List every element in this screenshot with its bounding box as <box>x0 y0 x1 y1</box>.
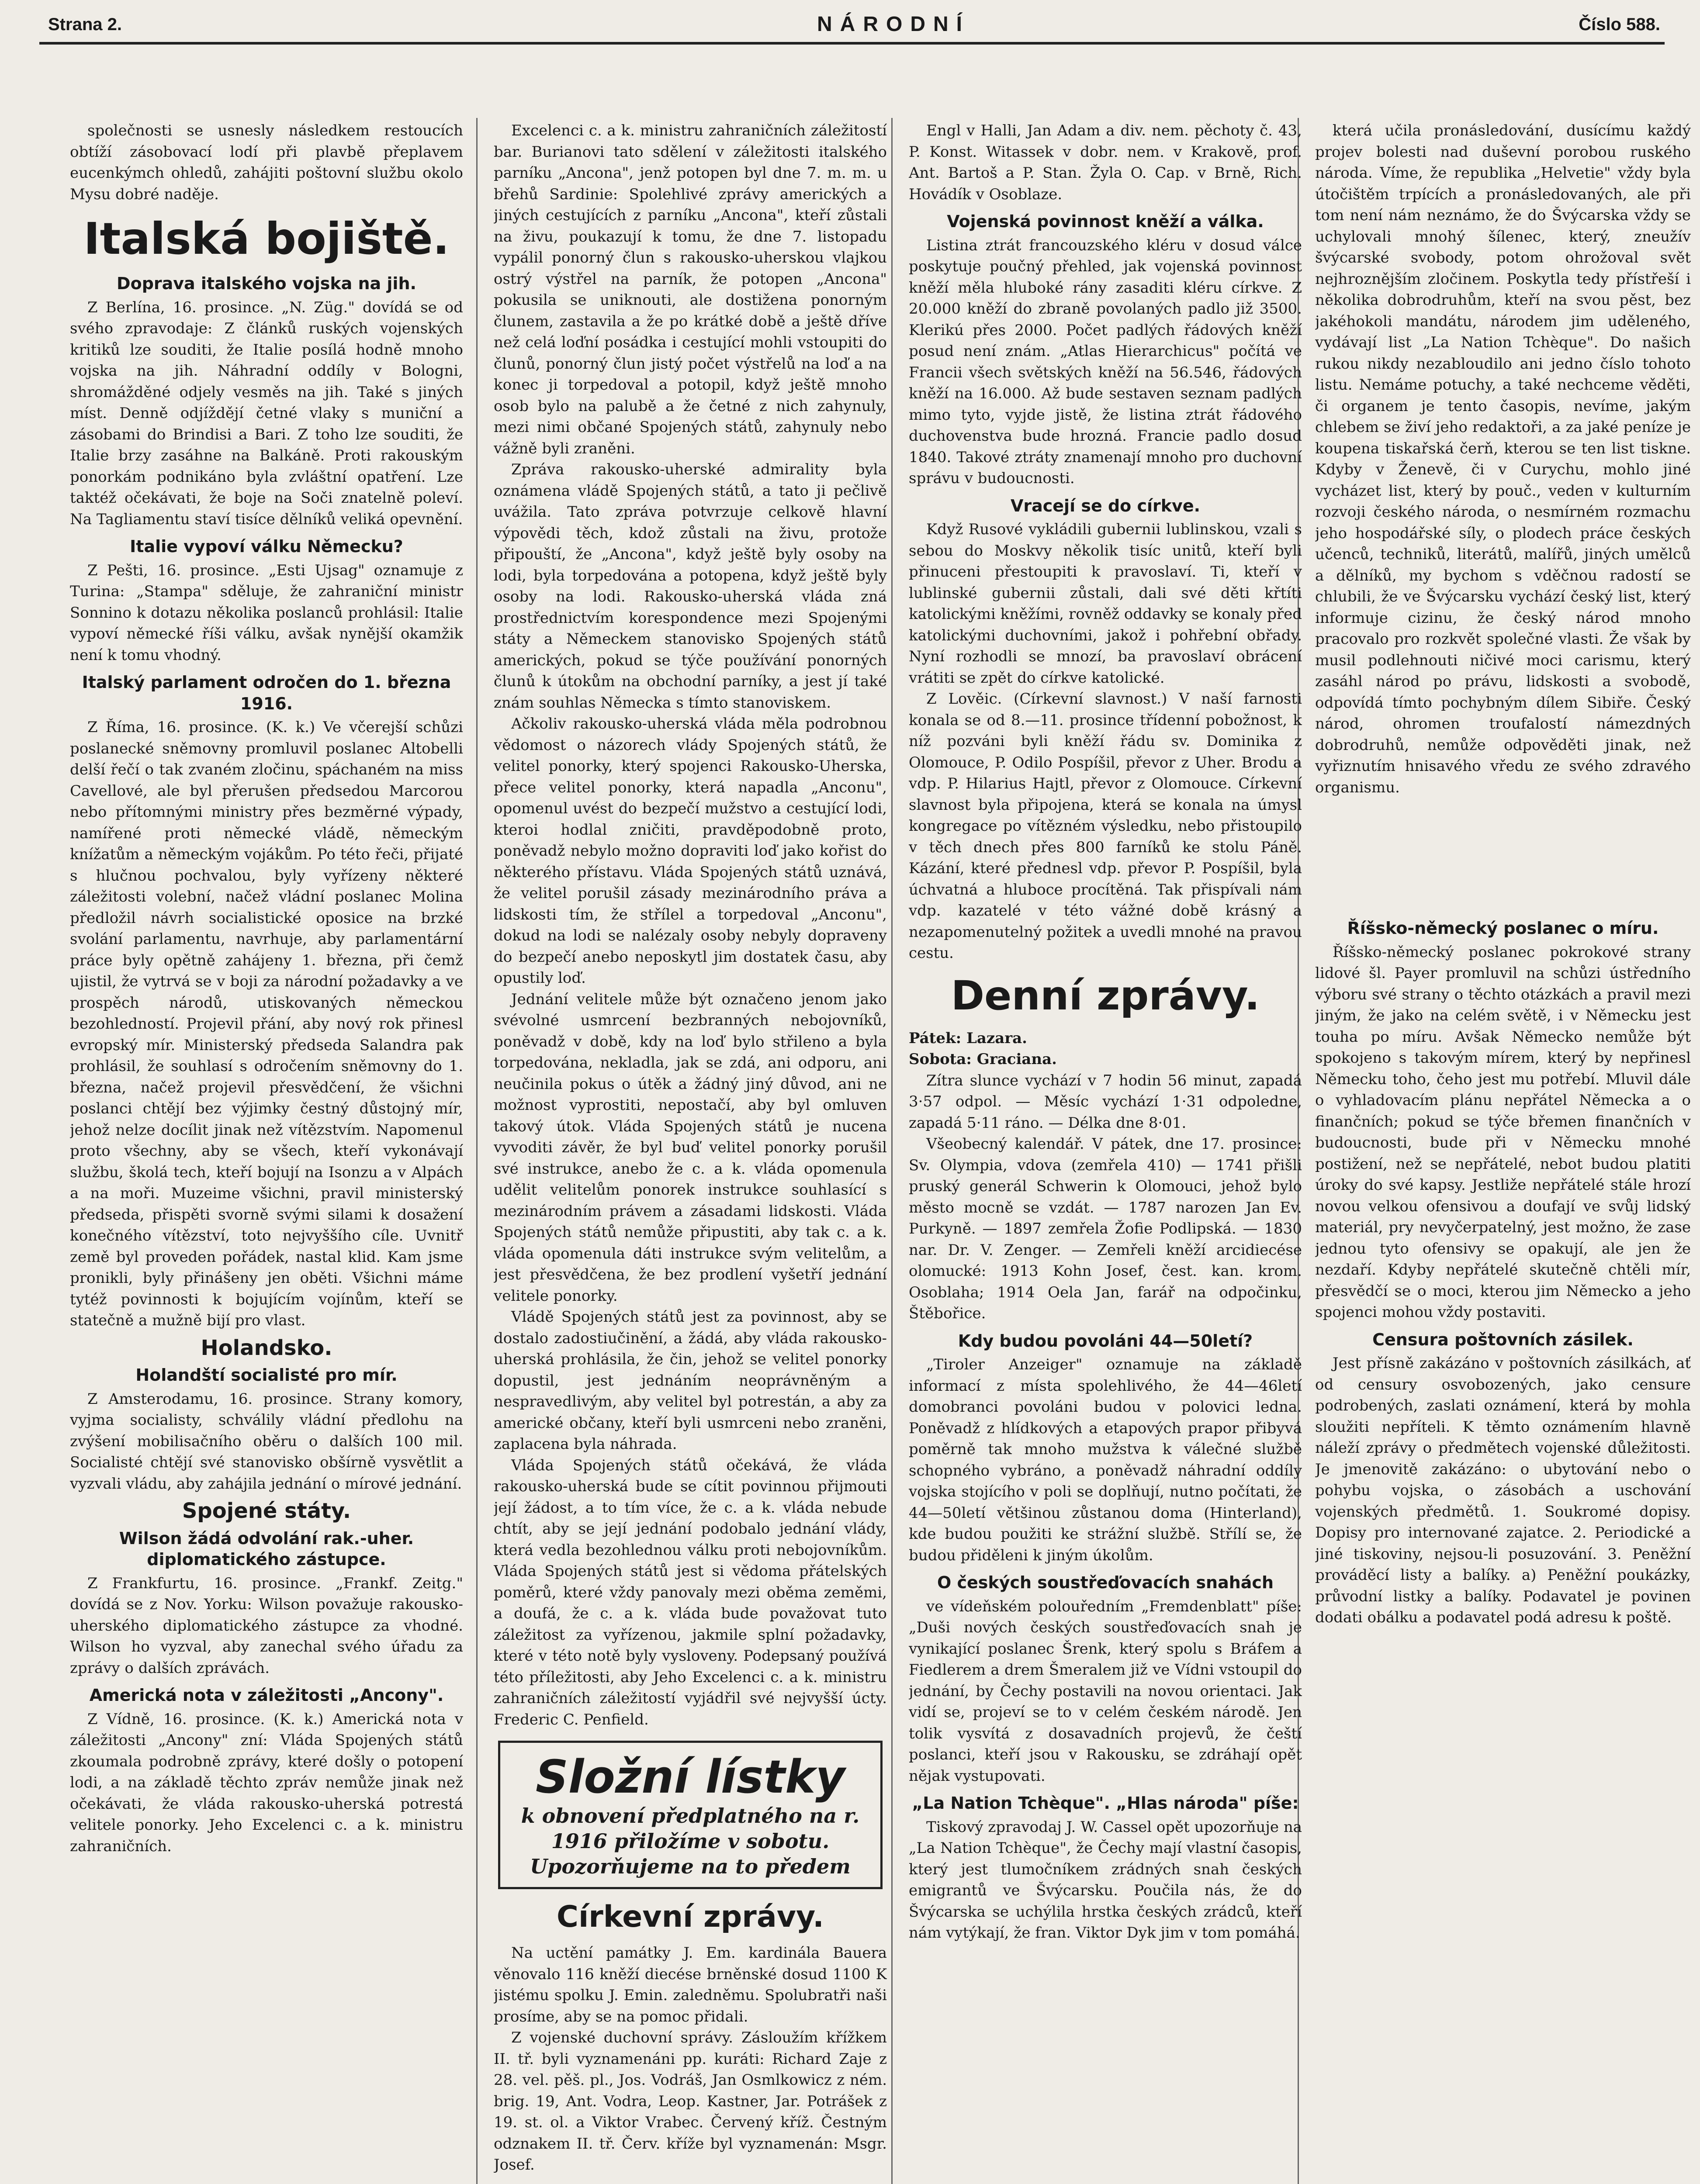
calendar-friday: Pátek: Lazara. <box>909 1029 1028 1047</box>
article-text: Z Říma, 16. prosince. (K. k.) Ve včerejší schůzi poslanecké sněmovny promluvil poslanec Altobelli delší řečí o tak zvaném zločinu, spáchaném na miss Cavellové, ale byl přerušen předsedou Marcorou nebo přítomnými ministry přes bezměrné výpady, namířené proti německé vládě, německým knížatům a německým vojákům. Po této řeči, přijaté s hlučnou pochvalou, byly vyřízeny některé záležitosti volební, načež vládní poslanec Molina předložil návrh socialistické oposice na brzké svolání parlamentu, navrhuje, aby parlamentární práce byly opětně zahájeny 1. března, při čemž ujistil, že vytrvá se v boji za národní požadavky a ve prospěch národů, utiskovaných německou bezohledností. Projevil přání, aby nový rok přinesl evropský mír. Ministerský předseda Salandra pak prohlásil, že souhlasí s odročením sněmovny do 1. března, načež projevil přesvědčení, že všichni poslanci chtějí bez výjimky čestný důstojný mír, jehož nelze docílit jinak než vítězstvím. Napomenul proto všechny, aby se všech, kteří vykonávají službu, školá tech, kteří bojují na Isonzu a v Alpách a na moři. Muzeime všichni, pravil ministerský předseda, přispěti svorně svými silami k dosažení konečného vítězství, toto nejvyššího cíle. Uvnitř země byl proveden pořádek, nastal klid. Kam jsme pronikli, byly přinášeny jen oběti. Všichni máme tytéž povinnosti k bojujícím vojínům, kteří se statečně a mužně bijí pro vlast. <box>70 719 463 1329</box>
article-text: Listina ztrát francouzského kléru v dosud válce poskytuje poučný přehled, jak vojenská povinnost kněží měla hluboké rány zasaditi kléru církve. Z 20.000 kněží do zbraně povolaných padlo již 3500. Klerikú přes 2000. Počet padlých řádových kněží posud není znám. „Atlas Hierarchicus" počítá ve Francii všech světských kněží na 56.546, řádových kněží na 16.000. Až bude sestaven seznam padlých mimo tyto, vyjde jistě, že listina ztrát řádového duchovenstva bude hrozná. Francie padlo dosud 1840. Takové ztráty znamenají mnoho pro duchovní správu v budoucnosti. <box>909 236 1302 487</box>
article-text: Z Frankfurtu, 16. prosince. „Frankf. Zeitg." dovídá se z Nov. Yorku: Wilson považuje rakousko-uherského diplomatického zástupce za vhodné. Wilson ho vyzval, aby zanechal svého úřadu za zprávy o dalších zprávách. <box>70 1574 463 1677</box>
section-headline: Církevní zprávy. <box>557 1900 824 1934</box>
notice-text: k obnovení předplatného na r. 1916 přiložíme v sobotu. Upozorňujeme na to předem <box>521 1804 860 1878</box>
article-heading: Italský parlament odročen do 1. března 1916. <box>82 673 451 713</box>
article-heading: Říšsko-německý poslanec o míru. <box>1347 919 1659 938</box>
article-text: Říšsko-německý poslanec pokrokové strany lidové šl. Payer promluvil na schůzi ústředního výboru své strany o těchto otázkách a pravil mezi jiným, že jako na celém světě, i v Německu jest touha po míru. Avšak Německo nemůže být spokojeno s takovým mírem, který by nepřinesl Německu toho, čeho jest mu potřebí. Mluvil dále o vyhladovacím plánu nepřátel Německa a o finančních; pokud se týče břemen finančních v budoucnosti, bude při v Německu mnohé postižení, než se nepřátelé, nebot budou platiti úroky do své kapsy. Jestliže nepřátelé stále hrozí novou velkou ofensivou a doufají ve svůj lidský materiál, pry nevyčerpatelný, jest možno, že zase jednou tyto ofensivy se opakují, ale jen že nezdaří. Kdyby nepřátelé skutečně chtěli mír, přesvědčí se o moci, kterou jim Německo a jeho spojenci mohou vždy postaviti. <box>1315 943 1691 1321</box>
article-heading: Americká nota v záležitosti „Ancony". <box>89 1686 444 1705</box>
header-rule <box>39 42 1665 45</box>
article-text: „Tiroler Anzeiger" oznamuje na základě informací z místa spolehlivého, že 44—46letí domobranci povoláni budou v polovici ledna. Poněvadž z hlídkových a etapových prapor přibyvá poměrně tak mnoho mužstva k válečné službě schopného vybráno, a poněvadž náhradní oddíly vojska stojícího v poli se doplňují, nutno počítati, že 44—50letí většinou zůstanou doma (Hinterland), kde budou použiti ke strážní službě. Střílí se, že budou přiděleni k jiným úkolům. <box>909 1356 1302 1564</box>
masthead-title: NÁRODNÍ <box>817 13 970 36</box>
article-text: společnosti se usnesly následkem restoucích obtíží zásobovací lodí při plavbě přeplavem eucenkýmch ohledů, zahájiti poštovní službu okolo Mysu dobré naděje. <box>70 122 463 203</box>
article-text: Tiskový zpravodaj J. W. Cassel opět upozorňuje na „La Nation Tchèque", že Čechy mají vlastní časopis, který jest tlumočníkem zrádných snah českých emigrantů ve Švýcarsku. Poučila nás, že do Švýcarska se uchýlila hrstka českých zrádců, kteří nám vytýkají, že fran. Viktor Dyk jim v tom pomáhá. <box>909 1818 1302 1942</box>
column-2 <box>494 120 887 2184</box>
subscription-notice-box <box>498 1741 883 1889</box>
article-text: Zítra slunce vychází v 7 hodin 56 minut, zapadá 3·57 odpol. — Měsíc vychází 1·31 odpoledne, zapadá 5·11 ráno. — Délka dne 8·01. <box>909 1071 1302 1132</box>
notice-title: Složní lístky <box>535 1750 845 1804</box>
article-heading: Doprava italského vojska na jih. <box>117 274 416 293</box>
section-heading: Spojené státy. <box>182 1499 351 1523</box>
page-header <box>31 9 1669 39</box>
column-1 <box>70 120 463 2184</box>
section-heading: Holandsko. <box>201 1335 332 1360</box>
article-heading: Kdy budou povoláni 44—50letí? <box>958 1331 1253 1351</box>
column-divider <box>891 118 893 2184</box>
article-text: Engl v Halli, Jan Adam a div. nem. pěchoty č. 43, P. Konst. Witassek v dobr. nem. v Krakově, prof. Ant. Bartoš a P. Stan. Žyla O. Cap. v Brně, Rich. Hovádík v Osoblaze. <box>909 122 1302 203</box>
calendar-saturday: Sobota: Graciana. <box>909 1051 1057 1068</box>
article-text: Z vojenské duchovní správy. Zásloužím křížkem II. tř. byli vyznamenáni pp. kuráti: Richard Zaje z 28. vel. pěš. pl., Jos. Vodráš, Jan Osmlkowicz z ném. brig. 19, Ant. Vodra, Leop. Kastner, Jar. Potrášek z 19. st. ol. a Viktor Vrabec. Červený kříž. Čestným odznakem II. tř. Červ. kříže byl vyznamenán: Msgr. Josef. <box>494 2029 887 2174</box>
article-heading: Wilson žádá odvolání rak.-uher. diplomatického zástupce. <box>119 1528 414 1569</box>
article-heading: Italie vypoví válku Německu? <box>130 537 403 556</box>
article-text: Excelenci c. a k. ministru zahraničních záležitostí bar. Burianovi tato sdělení v záležitosti italského parníku „Ancona", jenž potopen byl dne 7. m. m. u břehů Sardinie: Spolehlivé zprávy amerických a jiných cestujících z parníku „Ancona", kteří zůstali na živu, poukazují k tomu, že dne 7. listopadu vypálil ponorný člun s rakousko-uherskou vlajkou ostrý výstřel na parník, že potopen „Ancona" pokusila se uniknouti, ale dostižena ponorným člunem, zastavila a že po krátké době a ještě dříve než celá loďní posádka i cestující mohli vstoupiti do člunů, ponorný člun jistý počet výstřelů na loď a na konec ji torpedoval a potopil, když ještě mnoho osob bylo na palubě a že četné z nich zahynuly, mezi nimi občané Spojených států, zahynuly nebo vážně byli zraněni. <box>494 122 887 457</box>
article-text: Z Pešti, 16. prosince. „Esti Ujsag" oznamuje z Turina: „Stampa" sděluje, že zahraniční ministr Sonnino k dotazu několika poslanců prohlásil: Italie vypoví německé říši válku, avšak nynější okamžik není k tomu vhodný. <box>70 561 463 664</box>
column-3 <box>909 120 1302 2184</box>
article-text: Z Lověic. (Církevní slavnost.) V naší farnosti konala se od 8.—11. prosince třídenní pobožnost, k níž pozváni byli kněží řádu sv. Dominika z Olomouce, P. Odilo Pospíšil, převor z Uher. Brodu a vdp. P. Hilarius Hajtl, převor z Olomouce. Církevní slavnost byla připojena, která se konala na úmysl kongregace po vítězném výsledku, nebo přistoupilo v těch dnech přes 800 farníků ke stolu Páně. Kázání, které přednesl vdp. převor P. Pospíšil, byla úchvatná a hluboce procítěná. Tak přispívali nám vdp. kazatelé v této vážné době krásný a nezapomenutelný požitek a uvedli mnohé na pravou cestu. <box>909 690 1302 962</box>
section-headline: Denní zprávy. <box>951 972 1260 1019</box>
article-text: Jednání velitele může být označeno jenom jako svévolné usmrcení bezbranných nebojovníků, poněvadž v době, kdy na loď bylo střileno a byla torpedována, nekladla, jak se zdá, ani odporu, ani neučinila pokus o útěk a žádný jiný důvod, ani ne možnost vyprostiti, nepostačí, aby byl omluven takový útok. Vláda Spojených států je nucena vyvoditi závěr, že byl buď velitel ponorky porušil své instrukce, anebo že c. a k. vláda opomenula udělit velitelům ponorek instrukce souhlasící s mezinárodním právem a zásadami lidskosti. Vláda Spojených států nemůže připustiti, aby tak c. a k. vláda opomenula dáti instrukce svým velitelům, a jest přesvědčena, že bez prodlení vyšetří jednání velitele ponorky. <box>494 990 887 1305</box>
issue-number: Číslo 588. <box>1579 15 1660 34</box>
article-heading: O českých soustřeďovacích snahách <box>937 1573 1274 1592</box>
column-divider <box>476 118 478 2184</box>
article-text: Z Berlína, 16. prosince. „N. Züg." dovídá se od svého zpravodaje: Z článků ruských vojenských kritiků lze souditi, že Italie posílá hodně mnoho vojska na jih. Náhradní oddíly v Bologni, shromážděné odjely vesměs na jih. Také s jiných míst. Denně odjíždějí četné vlaky s muniční a zásobami do Brindisi a Bari. Z toho lze souditi, že Italie brzy zasáhne na Balkáně. Proti rakouským ponorkám podnikáno byla zvláštní opatření. Lze taktéž očekávati, že boje na Soči znatelně poleví. Na Tagliamentu staví tisíce dělníků veliká opevnění. <box>70 298 463 528</box>
article-text: Z Amsterodamu, 16. prosince. Strany komory, vyjma socialisty, schválily vládní předlohu na zvýšení mobilisačního oběru o dalších 100 mil. Socialisté chtějí své stanovisko obšírně vysvětlit a vyzvali vládu, aby zahájila jednání o mírové jednání. <box>70 1390 463 1493</box>
article-heading: Holandští socialisté pro mír. <box>135 1365 398 1385</box>
column-4 <box>1315 120 1691 2184</box>
article-text: Ačkoliv rakousko-uherská vláda měla podrobnou vědomost o názorech vlády Spojených států, že velitel ponorky, který spojenci Rakousko-Uherska, přece velitel ponorky, která napadla „Anconu", opomenul uvést do bezpečí mužstvo a cestující lodi, kteroi hodlal zničiti, pravděpodobně proto, poněvadž nebylo možno dopraviti loď jako kořist do některého přístavu. Vláda Spojených států uznává, že velitel porušil zásady mezinárodního práva a lidskosti tím, že střílel a torpedoval „Anconu", dokud na lodi se nalézaly osoby nebyly dopraveny do bezpečí anebo neposkytl jim dostatek času, aby opustily loď. <box>494 715 887 987</box>
article-text: Jest přísně zakázáno v poštovních zásilkách, ať od censury osvobozených, jako censure podrobených, zaslati oznámení, která by mohla sloužiti nepříteli. K těmto oznámením hlavně náleží zprávy o předmětech vojenské důležitosti. Je jmenovitě zakázáno: o ubytování nebo o pohybu vojska, o zásobách a uschování vojenských předmětů. 1. Soukromé dopisy. Dopisy pro internované zajatce. 2. Periodické a jiné tiskoviny, nejsou-li posuzování. 3. Peněžní prováděcí listy a balíky. a) Peněžní poukázky, průvodní listky a balíky. Podavatel je povinen dodati obálku a podavatel podá adresu k poště. <box>1315 1355 1691 1626</box>
article-text: Zpráva rakousko-uherské admirality byla oznámena vládě Spojených států, a tato ji pečlivě uvážila. Tato zpráva potvrzuje celkově hlavní výpovědi těch, kdož zůstali na živu, protože připouští, že „Ancona", když ještě byly osoby na lodi, byla torpedována a potopena, když ještě byly osoby na lodi. Rakousko-uherská vláda zná prostřednictvím korespondence mezi Spojenými státy a Německem stanovisko Spojených států amerických, pokud se týče používání ponorných člunů k útokům na obchodní parníky, a jest jí také znám souhlas Německa s tímto stanoviskem. <box>494 461 887 712</box>
article-text: Všeobecný kalendář. V pátek, dne 17. prosince: Sv. Olympia, vdova (zemřela 410) — 1741 přišli pruský generál Schwerin k Olomouci, jehož bylo město mocně se vzdát. — 1787 narozen Jan Ev. Purkyně. — 1897 zemřela Žofie Podlipská. — 1830 nar. Dr. V. Zenger. — Zemřeli kněží arcidiecése olomucké: 1913 Kohn Josef, čest. kan. krom. Osoblaha; 1914 Oela Jan, farář na odpočinku, Štěbořice. <box>909 1135 1302 1322</box>
article-heading: „La Nation Tchèque". „Hlas národa" píše: <box>912 1794 1299 1813</box>
article-heading: Vojenská povinnost kněží a válka. <box>947 212 1264 231</box>
article-text: ve vídeňském polouředním „Fremdenblatt" píše: „Duši nových českých soustřeďovacích snah je vynikající poslanec Šrenk, který spolu s Bráfem a Fiedlerem a drem Šmeralem již ve Vídni vstoupil do jednání, by Čechy postavili na novou orientaci. Jak vidí se, projeví se to v celém českém národě. Jen tolik vysvítá z dosavadních projevů, že čeští poslanci, kteří jsou v Rakousku, se zdráhají opět nějak vystupovati. <box>909 1597 1302 1785</box>
article-text: Z Vídně, 16. prosince. (K. k.) Americká nota v záležitosti „Ancony" zní: Vláda Spojených států zkoumala podrobně zprávy, které došly o potopení lodi, a na základě těchto zpráv nemůže jinak než očekávati, že vláda rakousko-uherská potrestá velitele ponorky. Jeho Excelenci c. a k. ministru zahraničních. <box>70 1710 463 1855</box>
article-heading: Vracejí se do církve. <box>1010 496 1201 515</box>
page-number: Strana 2. <box>48 15 122 34</box>
article-text: Vládě Spojených států jest za povinnost, aby se dostalo zadostiučinění, a žádá, aby vláda rakousko-uherská prohlásila, že čin, jehož se velitel ponorky dopustil, jest jednáním neoprávněným a nespravedlivým, aby velitel byl potrestán, a aby za americké občany, kteří byli usmrceni nebo zraněni, zaplacena byla náhrada. <box>494 1308 887 1453</box>
article-text: Když Rusové vykládili gubernii lublinskou, vzali s sebou do Moskvy několik tisíc unitů, kteří byli přinuceni přestoupiti k pravoslaví. Ti, kteří v lublinské gubernii zůstali, dali své děti křtíti katolickými kněžími, rovněž oddavky se konaly před katolickými duchovními, jakož i pohřební obřady. Nyní rozhodli se mnozí, ba pravoslaví obrácení vrátiti se zpět do církve katolické. <box>909 521 1302 687</box>
article-heading: Censura poštovních zásilek. <box>1372 1330 1634 1349</box>
section-headline: Italská bojiště. <box>83 213 450 264</box>
article-text: Vláda Spojených států očekává, že vláda rakousko-uherská bude se cítit povinnou přijmouti její žádost, a to tím více, že c. a k. vláda nebude chtít, aby se její jednání podobalo jednání vlády, která vedla bezohlednou válku proti nebojovníkům. Vláda Spojených států jest si vědoma přátelských poměrů, které vždy panovaly mezi oběma zeměmi, a doufá, že c. a k. vláda bude považovat tuto záležitost za vyřízenou, jakmile splní požadavky, které v této notě byly vysloveny. Podepsaný používá této příležitosti, aby Jeho Excelenci c. a k. ministru zahraničních záležitostí vyjádřil své nejvyšší úcty. Frederic C. Penfield. <box>494 1456 887 1728</box>
article-text: Na uctění památky J. Em. kardinála Bauera věnovalo 116 kněží diecése brněnské dosud 1100 K jistému spolku J. Emin. zaledněmu. Spolubratři naši prosíme, aby se na pomoc přidali. <box>494 1944 887 2025</box>
article-text: která učila pronásledování, dusícímu každý projev bolesti nad duševní porobou ruského národa. Víme, že republika „Helvetie" vždy byla útočištěm trpících a pronásledovaných, ale při tom není nám neznámo, že do Švýcarska vždy se uchylovali mnohý šílenec, který, zneužív švýcarské svobody, potom ohrožoval svět nejhroznějším zločinem. Poskytla tedy přístřeší i několika dobrodruhům, kteří na svou pěst, bez jakéhokoli mandátu, národem jim uděleného, vydávají list „La Nation Tchèque". Do našich rukou nikdy nezabloudilo ani jedno číslo tohoto listu. Nemáme potuchy, a také nechceme věděti, či organem je tento časopis, nevíme, jakým chlebem se živí jeho redaktoři, a za jaké peníze je koupena tiskařská čerň, kterou se ten list tiskne. Kdyby v Ženevě, či v Curychu, mohlo jiné vycházet list, který by pouč., veden v kulturním rozvoji českého národa, o nesmírném rozmachu jeho hospodářské síly, o plodech práce českých učenců, techniků, literátů, malířů, jiných umělců a dělníků, my bychom s vděčnou radostí se chlubili, že ve Švýcarsku vychází český list, který informuje cizinu, že český národ mnoho pracovalo pro rozkvět společné vlasti. Že však by musil podlehnouti ničivé moci carismu, který zasáhl národ po právu, lidskosti a svobodě, odpovídá tímto pochybným dílem Sibiře. Český národ, ohromen troufalostí námezdných dobrodruhů, nemůže odpověděti jinak, než vyřiznutím hnisavého vředu ze svého zdravého organismu. <box>1315 122 1691 796</box>
